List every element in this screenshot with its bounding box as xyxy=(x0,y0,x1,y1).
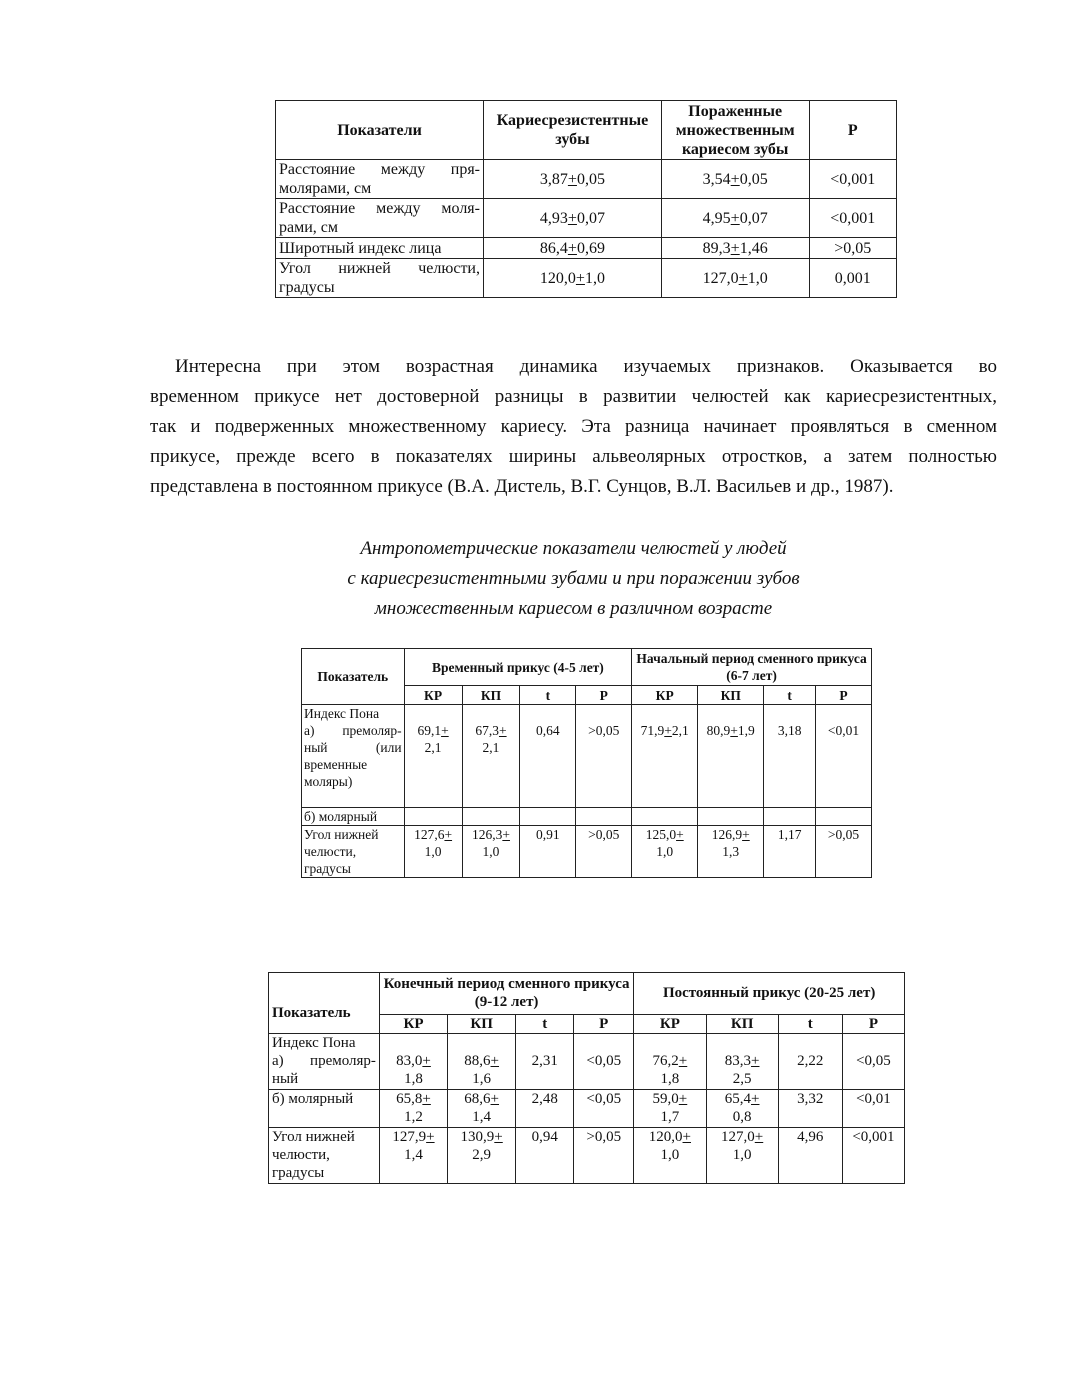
table-row xyxy=(276,238,897,259)
p-value-cell: <0,001 xyxy=(842,1128,904,1184)
header-final-mixed-bite: Конечный период сменного прикуса (9-12 лет) xyxy=(379,973,633,1015)
table-row xyxy=(302,705,872,808)
row-label: Угол нижней челюсти, градусы xyxy=(276,259,484,298)
p-value-cell: >0,05 xyxy=(574,1128,634,1184)
p-value-cell: <0,01 xyxy=(816,705,872,808)
paragraph-line: временном прикусе нет достоверной разницы в развитии челюстей как кариесрезистентных, xyxy=(150,386,997,407)
t-value-cell: 3,32 xyxy=(778,1090,842,1128)
row-label: Индекс Пона а) премоляр- ный (или временные моляры) xyxy=(302,705,405,808)
p-value-cell: <0,001 xyxy=(809,199,896,238)
p-value-cell: >0,05 xyxy=(576,705,632,808)
p-value-cell: >0,05 xyxy=(809,238,896,259)
header-caries-resistant: Кариесрезистентные зубы xyxy=(484,101,662,160)
row-label: Широтный индекс лица xyxy=(276,238,484,259)
p-value-cell: >0,05 xyxy=(816,826,872,878)
paragraph-line: так и подверженных множественному кариесу. Эта разница начинает проявляться в сменном xyxy=(150,416,997,437)
subheader-p: Р xyxy=(574,1014,634,1033)
table-row xyxy=(302,826,872,878)
row-label: б) молярный xyxy=(269,1090,380,1128)
value-cell: 127,9+ 1,4 xyxy=(379,1128,447,1184)
table-header-row xyxy=(302,649,872,686)
p-value-cell: <0,01 xyxy=(842,1090,904,1128)
value-cell: 130,9+ 2,9 xyxy=(448,1128,516,1184)
value-cell: 89,3+1,46 xyxy=(661,238,809,259)
value-cell: 67,3+ 2,1 xyxy=(462,705,520,808)
table-row xyxy=(302,808,872,826)
value-cell: 83,3+ 2,5 xyxy=(706,1034,778,1090)
paragraph-line: прикусе, прежде всего в показателях ширины альвеолярных отростков, а затем полностью xyxy=(150,446,997,467)
p-value-cell: 0,001 xyxy=(809,259,896,298)
row-label: б) молярный xyxy=(302,808,405,826)
body-paragraph xyxy=(150,352,997,502)
age-table-late xyxy=(268,972,905,1184)
value-cell: 80,9+1,9 xyxy=(698,705,764,808)
header-indicator: Показатель xyxy=(269,973,380,1034)
p-value-cell: >0,05 xyxy=(576,826,632,878)
t-value-cell: 2,48 xyxy=(516,1090,574,1128)
t-value-cell: 1,17 xyxy=(764,826,816,878)
subheader-kp: КП xyxy=(448,1014,516,1033)
value-cell: 127,6+ 1,0 xyxy=(404,826,462,878)
paragraph-line: представлена в постоянном прикусе (В.А. Дистель, В.Г. Сунцов, В.Л. Васильев и др., 1987). xyxy=(150,476,894,497)
subheader-kp: КП xyxy=(706,1014,778,1033)
t-value-cell: 0,91 xyxy=(520,826,576,878)
value-cell: 69,1+ 2,1 xyxy=(404,705,462,808)
comparison-table xyxy=(275,100,897,298)
value-cell: 125,0+ 1,0 xyxy=(632,826,698,878)
subheader-t: t xyxy=(764,686,816,705)
row-label: Угол нижней челюсти, градусы xyxy=(302,826,405,878)
p-value-cell: <0,001 xyxy=(809,160,896,199)
paragraph-line: Интересна при этом возрастная динамика изучаемых признаков. Оказывается во xyxy=(175,356,997,377)
t-value-cell: 3,18 xyxy=(764,705,816,808)
subheader-kr: КР xyxy=(404,686,462,705)
value-cell: 86,4+0,69 xyxy=(484,238,662,259)
value-cell: 71,9+2,1 xyxy=(632,705,698,808)
value-cell: 120,0+1,0 xyxy=(484,259,662,298)
subheader-t: t xyxy=(516,1014,574,1033)
table-row xyxy=(269,1128,905,1184)
value-cell: 65,8+ 1,2 xyxy=(379,1090,447,1128)
value-cell: 126,3+ 1,0 xyxy=(462,826,520,878)
p-value-cell: <0,05 xyxy=(574,1090,634,1128)
header-indicators: Показатели xyxy=(276,101,484,160)
header-temporary-bite: Временный прикус (4-5 лет) xyxy=(404,649,632,686)
value-cell: 3,54+0,05 xyxy=(661,160,809,199)
table-header-row xyxy=(269,973,905,1015)
t-value-cell: 4,96 xyxy=(778,1128,842,1184)
header-p: Р xyxy=(809,101,896,160)
t-value-cell: 2,31 xyxy=(516,1034,574,1090)
value-cell: 88,6+ 1,6 xyxy=(448,1034,516,1090)
age-table-early xyxy=(301,648,872,878)
subheader-p: Р xyxy=(816,686,872,705)
row-label: Индекс Пона а) премоляр- ный xyxy=(269,1034,380,1090)
subheader-p: Р xyxy=(842,1014,904,1033)
table-header-row xyxy=(276,101,897,160)
value-cell: 127,0+ 1,0 xyxy=(706,1128,778,1184)
header-permanent-bite: Постоянный прикус (20-25 лет) xyxy=(634,973,905,1015)
value-cell: 83,0+ 1,8 xyxy=(379,1034,447,1090)
caption-line: множественным кариесом в различном возрасте xyxy=(374,598,773,619)
subheader-p: Р xyxy=(576,686,632,705)
table-row xyxy=(276,160,897,199)
row-label: Угол нижней челюсти, градусы xyxy=(269,1128,380,1184)
p-value-cell: <0,05 xyxy=(574,1034,634,1090)
subheader-t: t xyxy=(520,686,576,705)
subheader-kr: КР xyxy=(632,686,698,705)
subheader-kr: КР xyxy=(634,1014,706,1033)
t-value-cell: 2,22 xyxy=(778,1034,842,1090)
value-cell: 68,6+ 1,4 xyxy=(448,1090,516,1128)
t-value-cell: 0,94 xyxy=(516,1128,574,1184)
caption-line: Антропометрические показатели челюстей у людей xyxy=(360,538,787,559)
value-cell: 127,0+1,0 xyxy=(661,259,809,298)
value-cell: 65,4+ 0,8 xyxy=(706,1090,778,1128)
table-row xyxy=(276,259,897,298)
row-label: Расстояние между моля- рами, см xyxy=(276,199,484,238)
value-cell: 76,2+ 1,8 xyxy=(634,1034,706,1090)
value-cell: 120,0+ 1,0 xyxy=(634,1128,706,1184)
row-label: Расстояние между пря- молярами, см xyxy=(276,160,484,199)
header-initial-mixed-bite: Начальный период сменного прикуса (6-7 лет) xyxy=(632,649,872,686)
subheader-kp: КП xyxy=(698,686,764,705)
table-row xyxy=(276,199,897,238)
subheader-t: t xyxy=(778,1014,842,1033)
value-cell: 3,87+0,05 xyxy=(484,160,662,199)
header-caries-affected: Пораженные множественным кариесом зубы xyxy=(661,101,809,160)
table-row xyxy=(269,1034,905,1090)
header-indicator: Показатель xyxy=(302,649,405,705)
value-cell: 4,93+0,07 xyxy=(484,199,662,238)
caption-line: с кариесрезистентными зубами и при поражении зубов xyxy=(347,568,800,589)
subheader-kp: КП xyxy=(462,686,520,705)
value-cell: 126,9+ 1,3 xyxy=(698,826,764,878)
subheader-kr: КР xyxy=(379,1014,447,1033)
t-value-cell: 0,64 xyxy=(520,705,576,808)
table-caption xyxy=(150,534,997,624)
p-value-cell: <0,05 xyxy=(842,1034,904,1090)
value-cell: 59,0+ 1,7 xyxy=(634,1090,706,1128)
value-cell: 4,95+0,07 xyxy=(661,199,809,238)
table-row xyxy=(269,1090,905,1128)
